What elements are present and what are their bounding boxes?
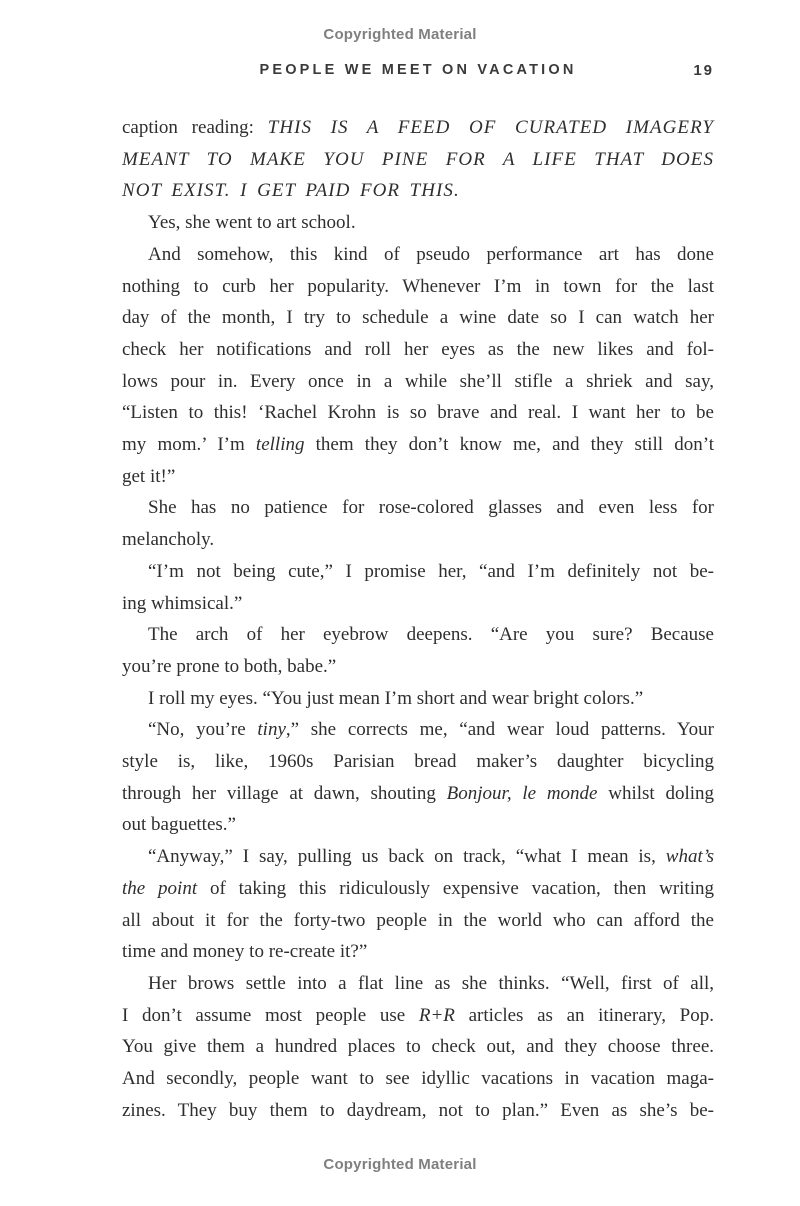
text-line <box>122 1095 714 1127</box>
text-line <box>122 144 714 176</box>
italic-text-run: R+R <box>418 1004 455 1026</box>
text-line <box>122 207 714 239</box>
text-line <box>122 968 714 1000</box>
text-line <box>122 461 714 493</box>
text-run: She has no patience for rose-colored glasses and even less for <box>148 497 714 519</box>
text-line <box>122 683 714 715</box>
text-line <box>122 239 714 271</box>
text-run: I roll my eyes. “You just mean I’m short and wear bright colors.” <box>148 687 644 709</box>
text-line <box>122 302 714 334</box>
text-run: articles as an itinerary, Pop. <box>454 1004 714 1026</box>
text-run: I don’t assume most people use <box>122 1004 419 1026</box>
text-line <box>122 873 714 905</box>
text-line <box>122 841 714 873</box>
text-line <box>122 112 714 144</box>
text-line <box>122 588 714 620</box>
italic-text-run: NOT EXIST. I GET PAID FOR THIS. <box>122 180 460 202</box>
text-run: melancholy. <box>122 529 215 551</box>
text-run: “No, you’re <box>148 719 258 741</box>
text-line <box>122 651 714 683</box>
text-run: Her brows settle into a flat line as she thinks. “Well, first of all, <box>148 972 714 994</box>
text-run: out baguettes.” <box>122 814 236 836</box>
italic-text-run: the point <box>122 877 198 899</box>
text-line <box>122 397 714 429</box>
body-text <box>122 112 714 1127</box>
text-line <box>122 556 714 588</box>
text-run: And secondly, people want to see idyllic vacations in vacation maga- <box>122 1068 714 1090</box>
italic-text-run: Bonjour, le monde <box>446 782 598 804</box>
text-line <box>122 175 714 207</box>
copyright-notice-top: Copyrighted Material <box>323 26 477 43</box>
italic-text-run: telling <box>255 434 305 456</box>
text-run: caption reading: <box>122 117 268 138</box>
text-run: check her notifications and roll her eyes as the new likes and fol- <box>122 338 714 360</box>
italic-text-run: MEANT TO MAKE YOU PINE FOR A LIFE THAT DOES <box>122 148 714 170</box>
text-line <box>122 492 714 524</box>
text-run: whilst doling <box>597 782 715 804</box>
text-run: lows pour in. Every once in a while she’ll stifle a shriek and say, <box>122 370 714 392</box>
text-run: time and money to re-create it?” <box>122 941 368 963</box>
text-run: style is, like, 1960s Parisian bread maker’s daughter bicycling <box>122 751 714 773</box>
text-run: day of the month, I try to schedule a wine date so I can watch her <box>122 307 714 329</box>
text-run: Yes, she went to art school. <box>148 212 356 234</box>
text-run: get it!” <box>122 465 176 487</box>
text-run: all about it for the forty-two people in the world who can afford the <box>122 909 714 931</box>
text-line <box>122 429 714 461</box>
text-line <box>122 778 714 810</box>
text-run: of taking this ridiculously expensive vacation, then writing <box>197 877 714 899</box>
text-line <box>122 1031 714 1063</box>
text-line <box>122 271 714 303</box>
copyright-notice-bottom: Copyrighted Material <box>323 1156 477 1173</box>
text-line <box>122 746 714 778</box>
text-run: zines. They buy them to daydream, not to plan.” Even as she’s be- <box>122 1099 714 1121</box>
text-run: ,” she corrects me, “and wear loud patterns. Your <box>285 719 715 741</box>
text-line <box>122 1063 714 1095</box>
text-line <box>122 619 714 651</box>
text-run: nothing to curb her popularity. Whenever I’m in town for the last <box>122 275 714 297</box>
text-line <box>122 1000 714 1032</box>
text-run: “Anyway,” I say, pulling us back on track, “what I mean is, <box>148 846 666 868</box>
text-run: through her village at dawn, shouting <box>122 782 447 804</box>
text-line <box>122 366 714 398</box>
running-header <box>122 62 714 82</box>
text-run: “Listen to this! ‘Rachel Krohn is so brave and real. I want her to be <box>122 402 714 424</box>
page-number: 19 <box>693 62 714 79</box>
text-run: And somehow, this kind of pseudo performance art has done <box>148 243 714 265</box>
text-line <box>122 936 714 968</box>
text-run: You give them a hundred places to check out, and they choose three. <box>122 1036 714 1058</box>
text-run: The arch of her eyebrow deepens. “Are you sure? Because <box>148 624 714 646</box>
text-line <box>122 714 714 746</box>
text-line <box>122 809 714 841</box>
italic-text-run: THIS IS A FEED OF CURATED IMAGERY <box>267 117 714 138</box>
text-run: them they don’t know me, and they still don’t <box>304 434 714 456</box>
running-header-title: PEOPLE WE MEET ON VACATION <box>259 62 577 78</box>
text-run: ing whimsical.” <box>122 592 243 614</box>
text-line <box>122 905 714 937</box>
text-run: “I’m not being cute,” I promise her, “and I’m definitely not be- <box>148 560 714 582</box>
text-run: my mom.’ I’m <box>122 434 256 456</box>
text-run: you’re prone to both, babe.” <box>122 655 337 677</box>
text-line <box>122 334 714 366</box>
text-line <box>122 524 714 556</box>
italic-text-run: what’s <box>665 846 714 868</box>
italic-text-run: tiny <box>257 719 286 741</box>
